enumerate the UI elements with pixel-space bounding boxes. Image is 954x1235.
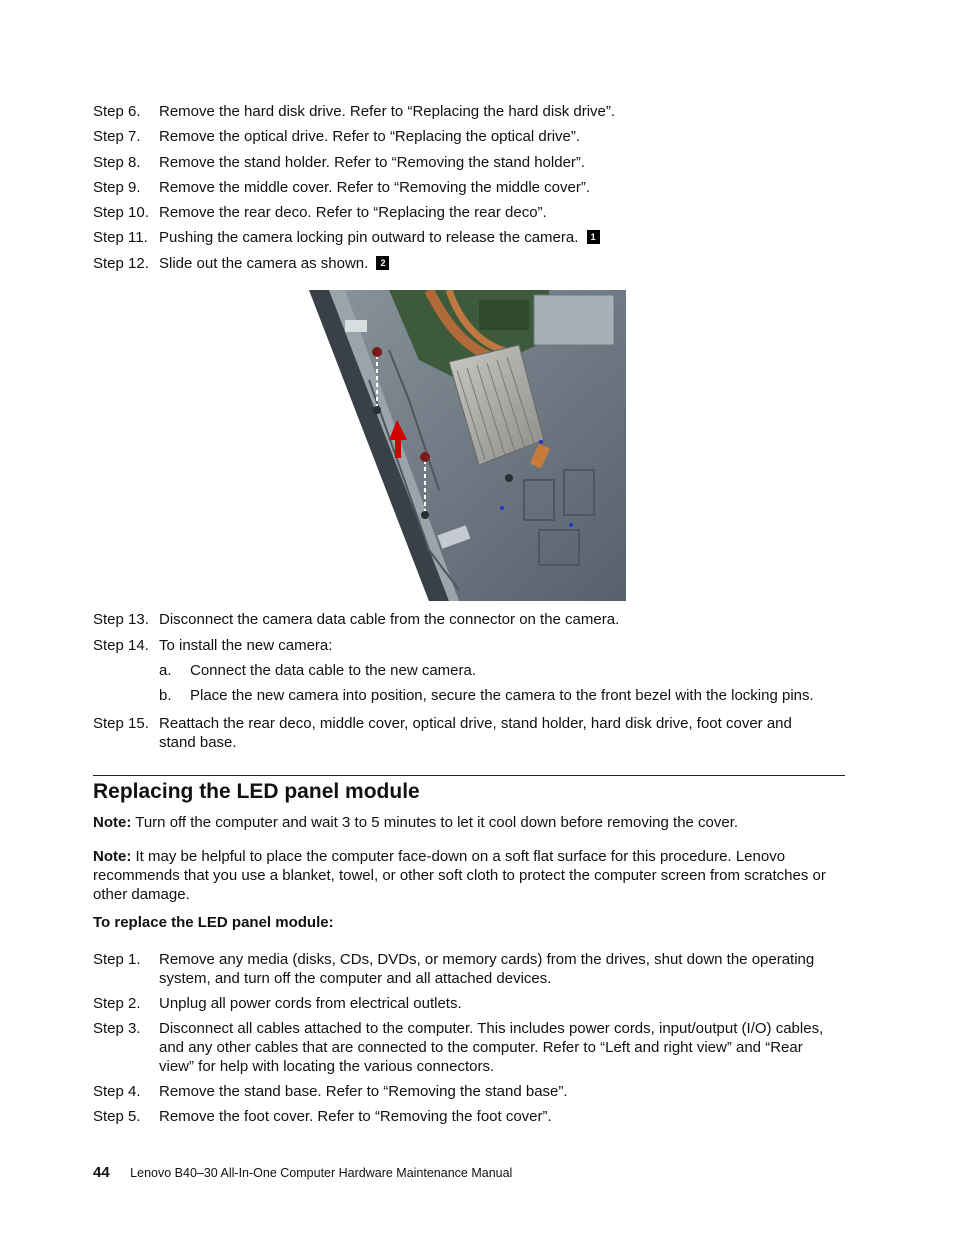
step-label: Step 12. bbox=[93, 255, 149, 272]
step-text: Remove the foot cover. Refer to “Removing the foot cover”. bbox=[159, 1108, 552, 1125]
procedure-heading: To replace the LED panel module: bbox=[93, 914, 334, 931]
note-label: Note: bbox=[93, 848, 132, 865]
step-label: Step 14. bbox=[93, 637, 149, 654]
step-label: Step 4. bbox=[93, 1083, 141, 1100]
manual-title: Lenovo B40–30 All-In-One Computer Hardware Maintenance Manual bbox=[130, 1166, 513, 1180]
step-label: Step 11. bbox=[93, 229, 148, 246]
step-text: Remove the optical drive. Refer to “Replacing the optical drive”. bbox=[159, 128, 581, 145]
step-label: Step 2. bbox=[93, 995, 141, 1012]
step-text: Remove the rear deco. Refer to “Replacing the rear deco”. bbox=[159, 204, 547, 221]
page-number: 44 bbox=[93, 1164, 110, 1181]
step-text: Remove the stand holder. Refer to “Removing the stand holder”. bbox=[159, 154, 586, 171]
step-text: Unplug all power cords from electrical outlets. bbox=[159, 995, 462, 1012]
step-label: Step 8. bbox=[93, 154, 141, 171]
step-text-wrapper bbox=[159, 254, 849, 273]
note-label: Note: bbox=[93, 814, 132, 831]
step-text: Remove the stand base. Refer to “Removing the stand base”. bbox=[159, 1083, 568, 1100]
substep-text: Place the new camera into position, secure the camera to the front bezel with the locking pins. bbox=[190, 687, 814, 704]
step-label: Step 10. bbox=[93, 204, 149, 221]
section-divider bbox=[93, 775, 845, 776]
note-text: It may be helpful to place the computer face-down on a soft flat surface for this procedure. Lenovo recommends that you use a blanket, towel, or other soft cloth to protect the computer screen from scratches or other damage. bbox=[93, 848, 826, 903]
step-text: To install the new camera: bbox=[159, 637, 333, 654]
step-text: Reattach the rear deco, middle cover, optical drive, stand holder, hard disk drive, foot cover and stand base. bbox=[159, 715, 792, 751]
step-label: Step 9. bbox=[93, 179, 141, 196]
substep-label: a. bbox=[159, 662, 172, 679]
substep-text: Connect the data cable to the new camera. bbox=[190, 662, 477, 679]
note-1 bbox=[93, 813, 848, 832]
step-label: Step 1. bbox=[93, 951, 141, 968]
substep-label: b. bbox=[159, 687, 172, 704]
camera-removal-photo bbox=[309, 290, 626, 601]
step-label: Step 7. bbox=[93, 128, 141, 145]
note-2 bbox=[93, 847, 848, 904]
step-label: Step 5. bbox=[93, 1108, 141, 1125]
step-text: Remove any media (disks, CDs, DVDs, or memory cards) from the drives, shut down the operating system, and turn off the computer and all attached devices. bbox=[159, 951, 815, 987]
step-label: Step 3. bbox=[93, 1020, 141, 1037]
note-text: Turn off the computer and wait 3 to 5 minutes to let it cool down before removing the cover. bbox=[135, 814, 739, 831]
step-text: Disconnect the camera data cable from the connector on the camera. bbox=[159, 611, 620, 628]
page-footer bbox=[93, 1164, 512, 1182]
step-label: Step 6. bbox=[93, 103, 141, 120]
step-text: Pushing the camera locking pin outward to release the camera. bbox=[159, 229, 579, 246]
step-text: Disconnect all cables attached to the computer. This includes power cords, input/output (I/O) cables, and any other cables that are connected to the computer. Refer to “Left and right view” and “Rear view” for help with locating the various connectors. bbox=[159, 1020, 824, 1075]
callout-badge: 2 bbox=[376, 256, 389, 270]
step-label: Step 15. bbox=[93, 715, 149, 732]
camera-removal-illustration bbox=[309, 290, 626, 601]
step-text-wrapper bbox=[159, 228, 849, 247]
step-text: Remove the middle cover. Refer to “Removing the middle cover”. bbox=[159, 179, 591, 196]
step-text: Slide out the camera as shown. bbox=[159, 255, 369, 272]
callout-badge: 1 bbox=[587, 230, 600, 244]
step-label: Step 13. bbox=[93, 611, 149, 628]
step-text: Remove the hard disk drive. Refer to “Replacing the hard disk drive”. bbox=[159, 103, 616, 120]
section-title: Replacing the LED panel module bbox=[93, 780, 420, 803]
